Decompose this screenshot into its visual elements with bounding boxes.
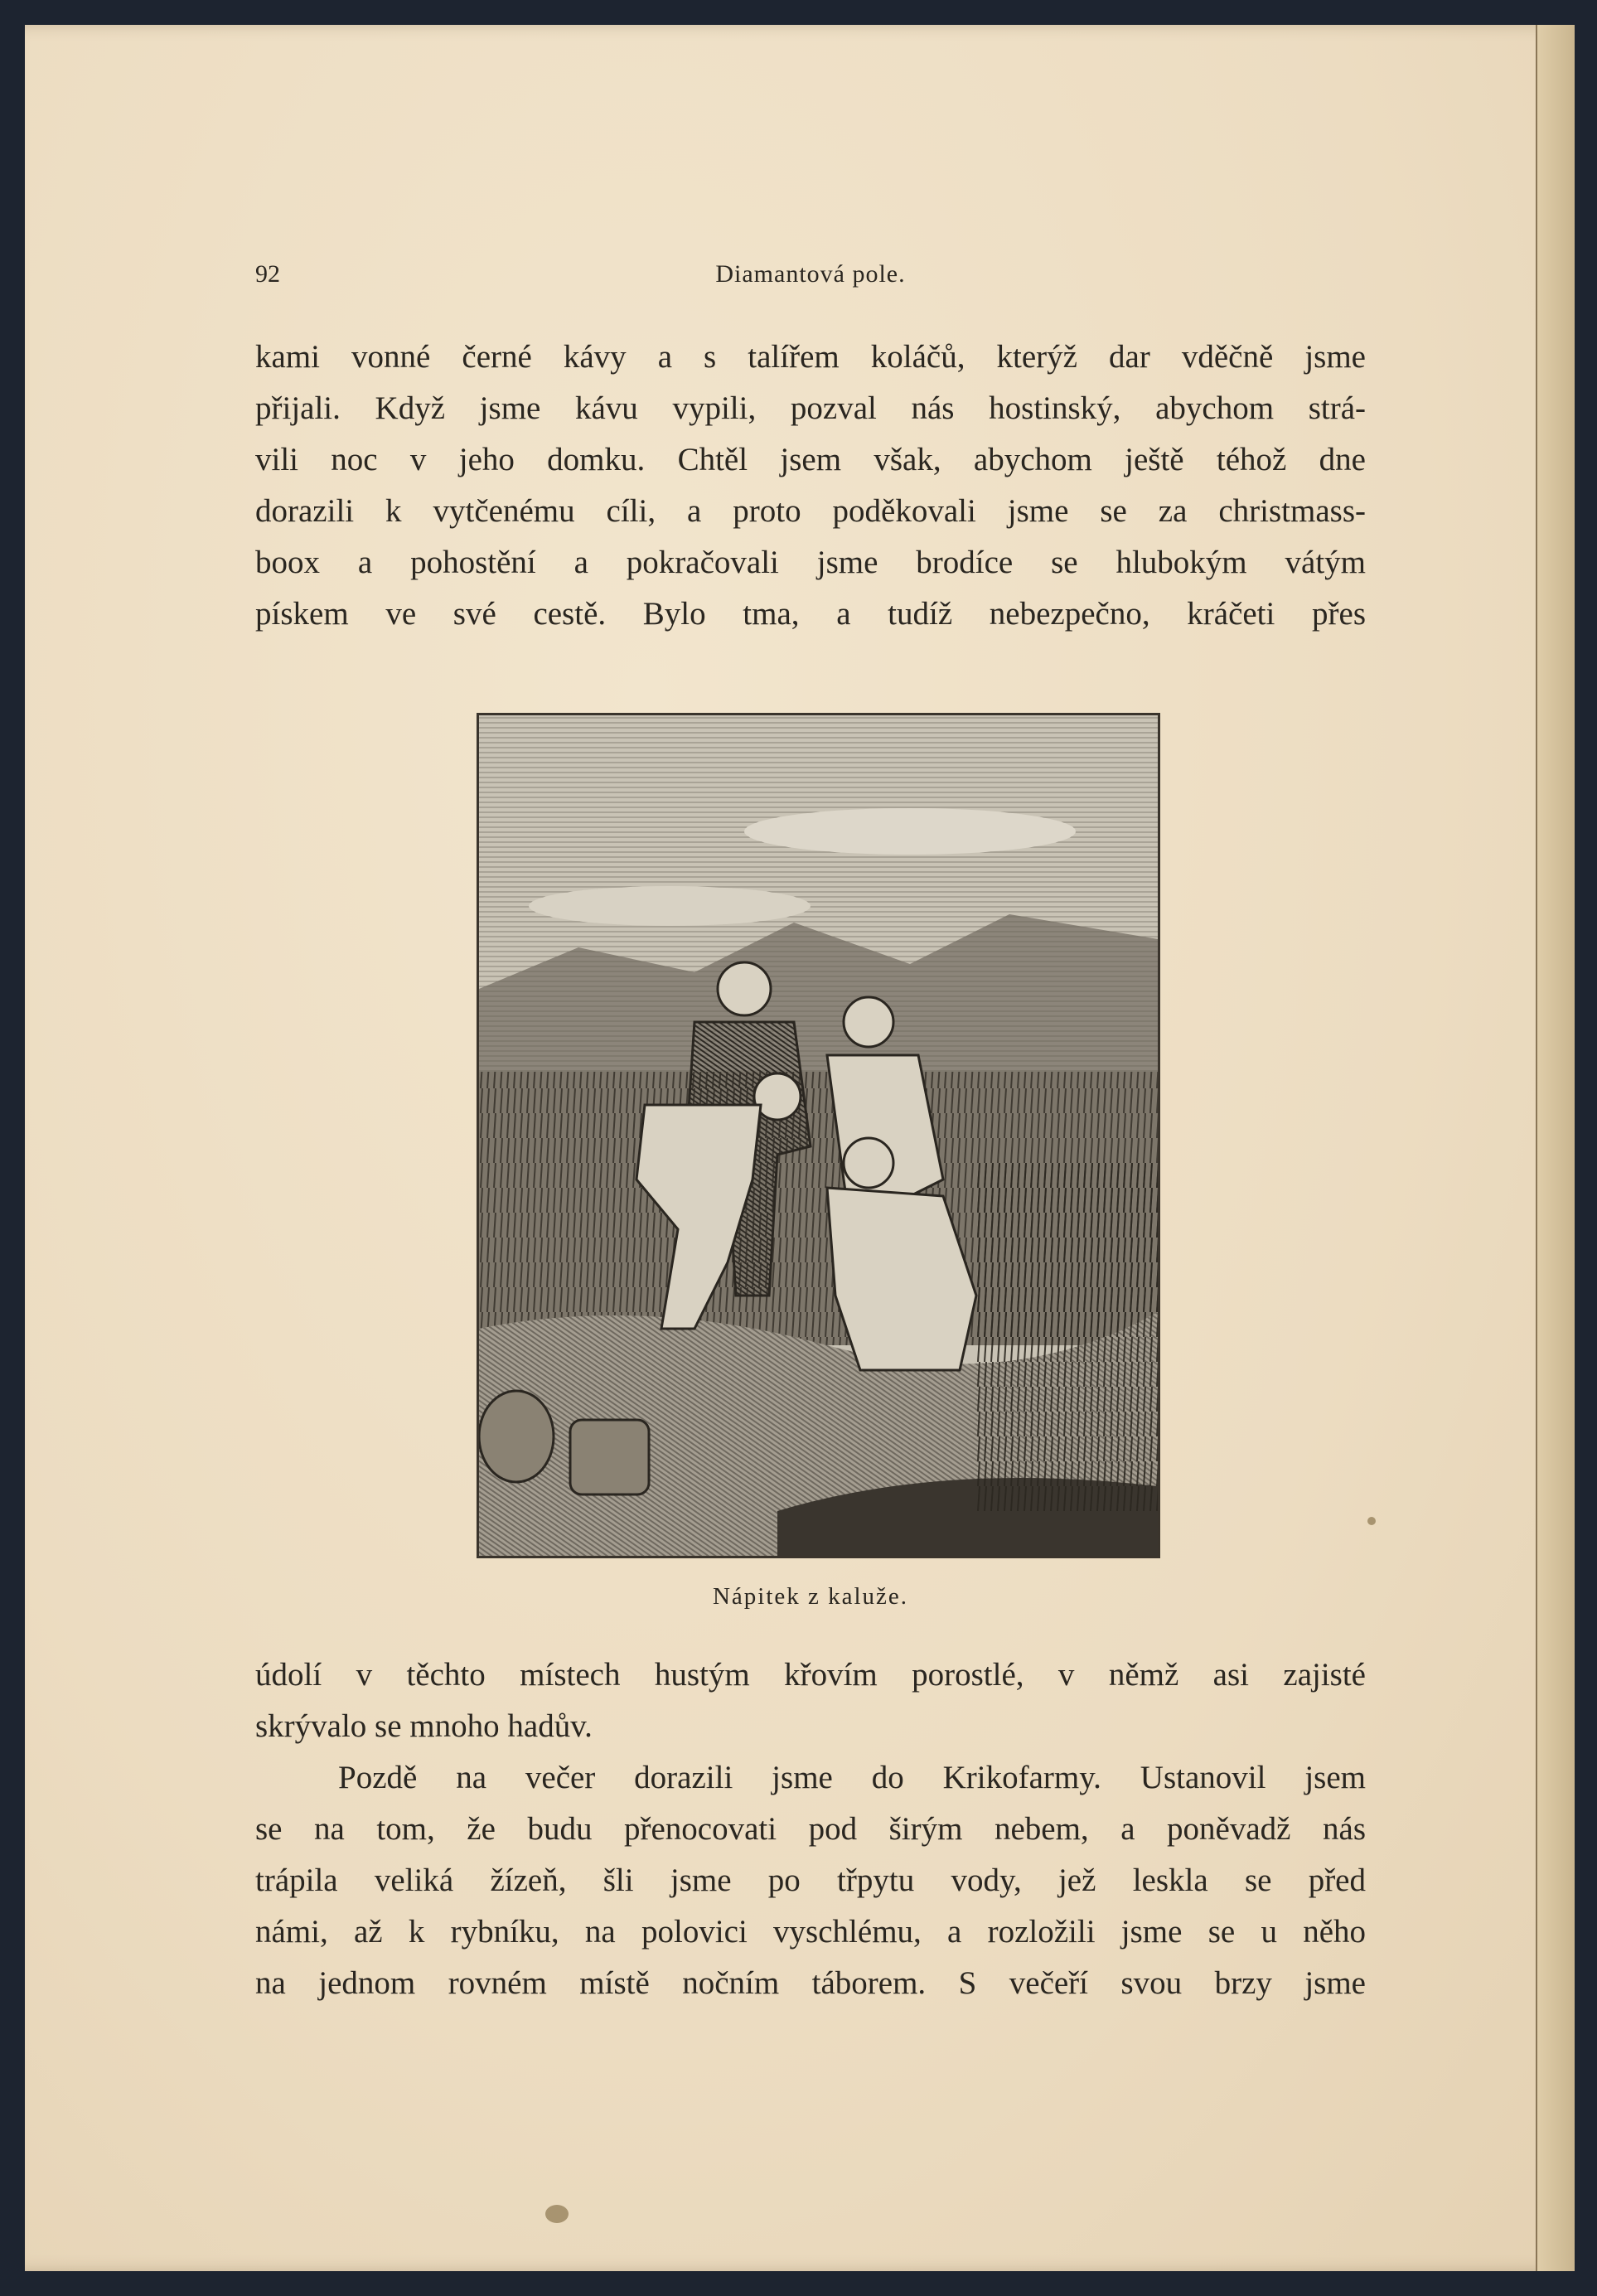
paragraph-top (255, 332, 1366, 640)
engraving-illustration (477, 713, 1160, 1558)
running-title: Diamantová pole. (715, 260, 906, 288)
page-edge (1536, 25, 1575, 2271)
page-header (255, 260, 1366, 293)
text-line: dorazili k vytčenému cíli, a proto poděkovali jsme se za christmass- (255, 493, 1366, 529)
paragraph-continued (255, 1649, 1366, 1752)
text-line: pískem ve své cestě. Bylo tma, a tudíž nebezpečno, kráčeti přes (255, 596, 1366, 632)
text-line: boox a pohostění a pokračovali jsme brodíce se hlubokým vátým (255, 545, 1366, 580)
text-line: přijali. Když jsme kávu vypili, pozval nás hostinský, abychom strá- (255, 390, 1366, 426)
text-line: údolí v těchto místech hustým křovím porostlé, v němž asi zajisté (255, 1657, 1366, 1693)
text-line: námi, až k rybníku, na polovici vyschlému, a rozložili jsme se u něho (255, 1914, 1366, 1950)
text-line: kami vonné černé kávy a s talířem koláčů, kterýž dar vděčně jsme (255, 339, 1366, 375)
text-line: Pozdě na večer dorazili jsme do Krikofarmy. Ustanovil jsem (338, 1760, 1366, 1795)
text-line: vili noc v jeho domku. Chtěl jsem však, abychom ještě téhož dne (255, 442, 1366, 477)
text-line: se na tom, že budu přenocovati pod širým nebem, a poněvadž nás (255, 1811, 1366, 1847)
engraving-art (479, 715, 1158, 1556)
paper-stain (1367, 1517, 1376, 1525)
text-line: skrývalo se mnoho hadův. (255, 1708, 593, 1744)
text-line: trápila veliká žízeň, šli jsme po třpytu vody, jež leskla se před (255, 1862, 1366, 1898)
figure-caption: Nápitek z kaluže. (712, 1583, 909, 1610)
page-number: 92 (255, 260, 280, 288)
text-line: na jednom rovném místě nočním táborem. S večeří svou brzy jsme (255, 1965, 1366, 2001)
book-page (25, 25, 1575, 2271)
paragraph-new (255, 1752, 1366, 2009)
paper-stain (545, 2205, 569, 2223)
